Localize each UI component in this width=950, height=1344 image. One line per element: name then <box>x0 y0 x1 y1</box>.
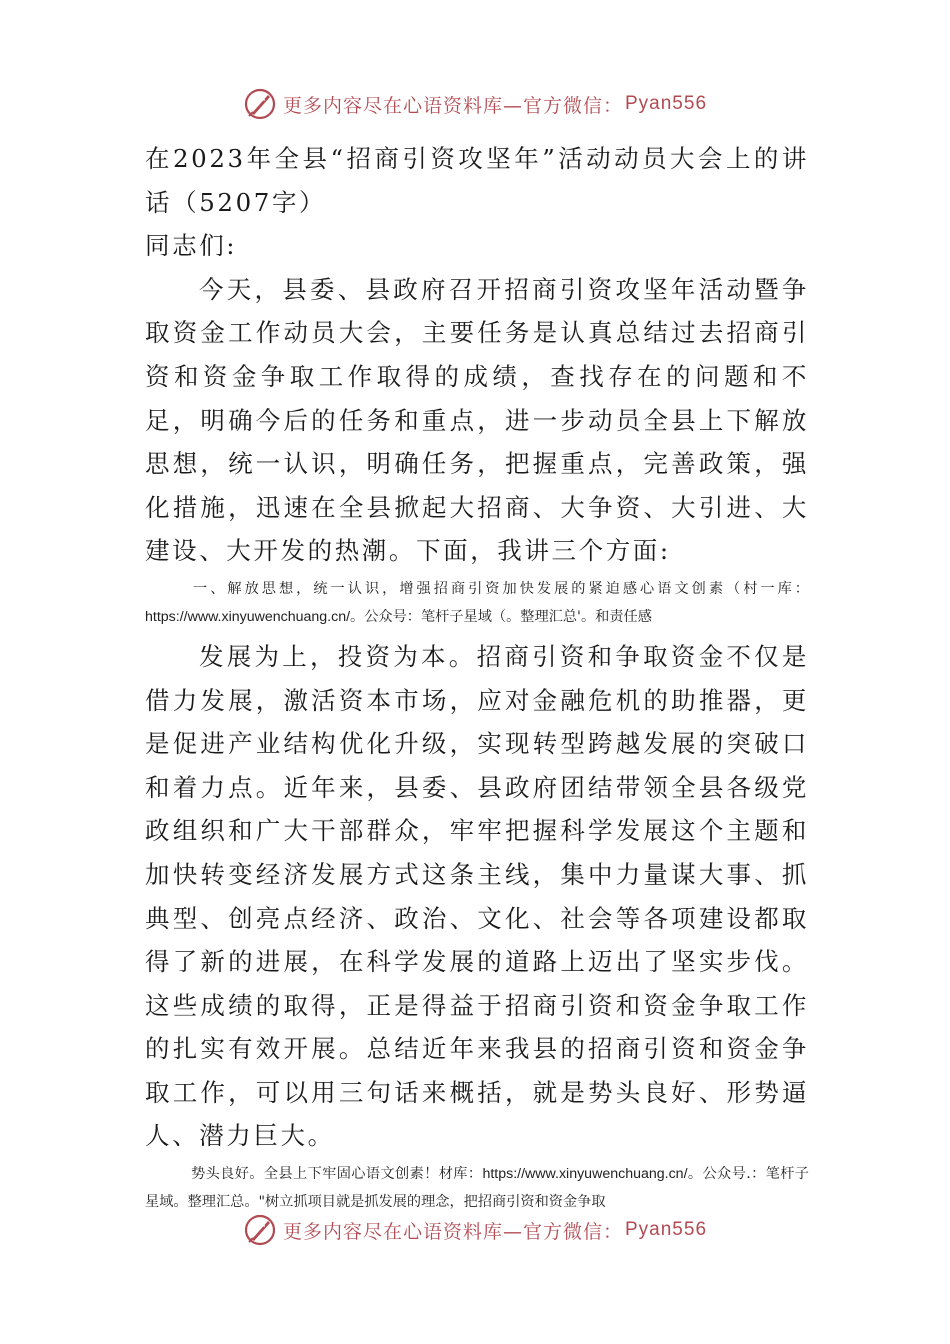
section-1-heading-url: https://www.xinyuwenchuang.cn/ <box>145 608 351 625</box>
footer-watermark <box>0 1210 950 1250</box>
paragraph-3-text-b: 。公众号.：笔杆子星域。整理汇总。"树立抓项目就是抓发展的理念，把招商引资和资金争取 <box>145 1166 809 1211</box>
watermark-text: 更多内容尽在心语资料库—官方微信： <box>282 94 623 117</box>
watermark-wechat-id: Pyan556 <box>625 1219 708 1240</box>
paragraph-3-text-a: 势头良好。全县上下牢固心语文创素！材库： <box>191 1166 483 1183</box>
watermark-text: 更多内容尽在心语资料库—官方微信： <box>282 1220 623 1243</box>
paragraph-2: 发展为上，投资为本。招商引资和争取资金不仅是借力发展，激活资本市场，应对金融危机的助推器，更是促进产业结构优化升级，实现转型跨越发展的突破口和着力点。近年来，县委、县政府团结带领全县各级党政组织和广大干部群众，牢牢把握科学发展这个主题和加快转变经济发展方式这条主线，集中力量谋大事、抓典型、创亮点经济、政治、文化、社会等各项建设都取得了新的进展，在科学发展的道路上迈出了坚实步伐。这些成绩的取得，正是得益于招商引资和资金争取工作的扎实有效开展。总结近年来我县的招商引资和资金争取工作，可以用三句话来概括，就是势头良好、形势逼人、潜力巨大。 <box>145 641 809 1151</box>
watermark-wechat-id: Pyan556 <box>625 93 708 114</box>
quill-pen-logo-icon <box>243 87 277 121</box>
salutation: 同志们: <box>145 231 238 261</box>
section-1-heading-text-b: 。公众号：笔杆子星域（。整理汇总'。和责任感 <box>350 608 652 625</box>
paragraph-1: 今天，县委、县政府召开招商引资攻坚年活动暨争取资金工作动员大会，主要任务是认真总结过去招商引资和资金争取工作取得的成绩，查找存在的问题和不足，明确今后的任务和重点，进一步动员全县上下解放思想，统一认识，明确任务，把握重点，完善政策，强化措施，迅速在全县掀起大招商、大争资、大引进、大建设、大开发的热潮。下面，我讲三个方面: <box>145 274 809 566</box>
paragraph-3 <box>145 1160 809 1216</box>
quill-pen-logo-icon <box>243 1213 277 1247</box>
document-body <box>145 137 809 1220</box>
document-title: 在2023年全县“招商引资攻坚年”活动动员大会上的讲话（5207字） <box>145 144 809 217</box>
section-1-heading-text-a: 一、解放思想，统一认识，增强招商引资加快发展的紧迫感心语文创素（村一库： <box>193 580 809 597</box>
header-watermark <box>0 84 950 124</box>
section-1-heading <box>145 575 809 631</box>
paragraph-3-url: https://www.xinyuwenchuang.cn/ <box>482 1166 688 1183</box>
